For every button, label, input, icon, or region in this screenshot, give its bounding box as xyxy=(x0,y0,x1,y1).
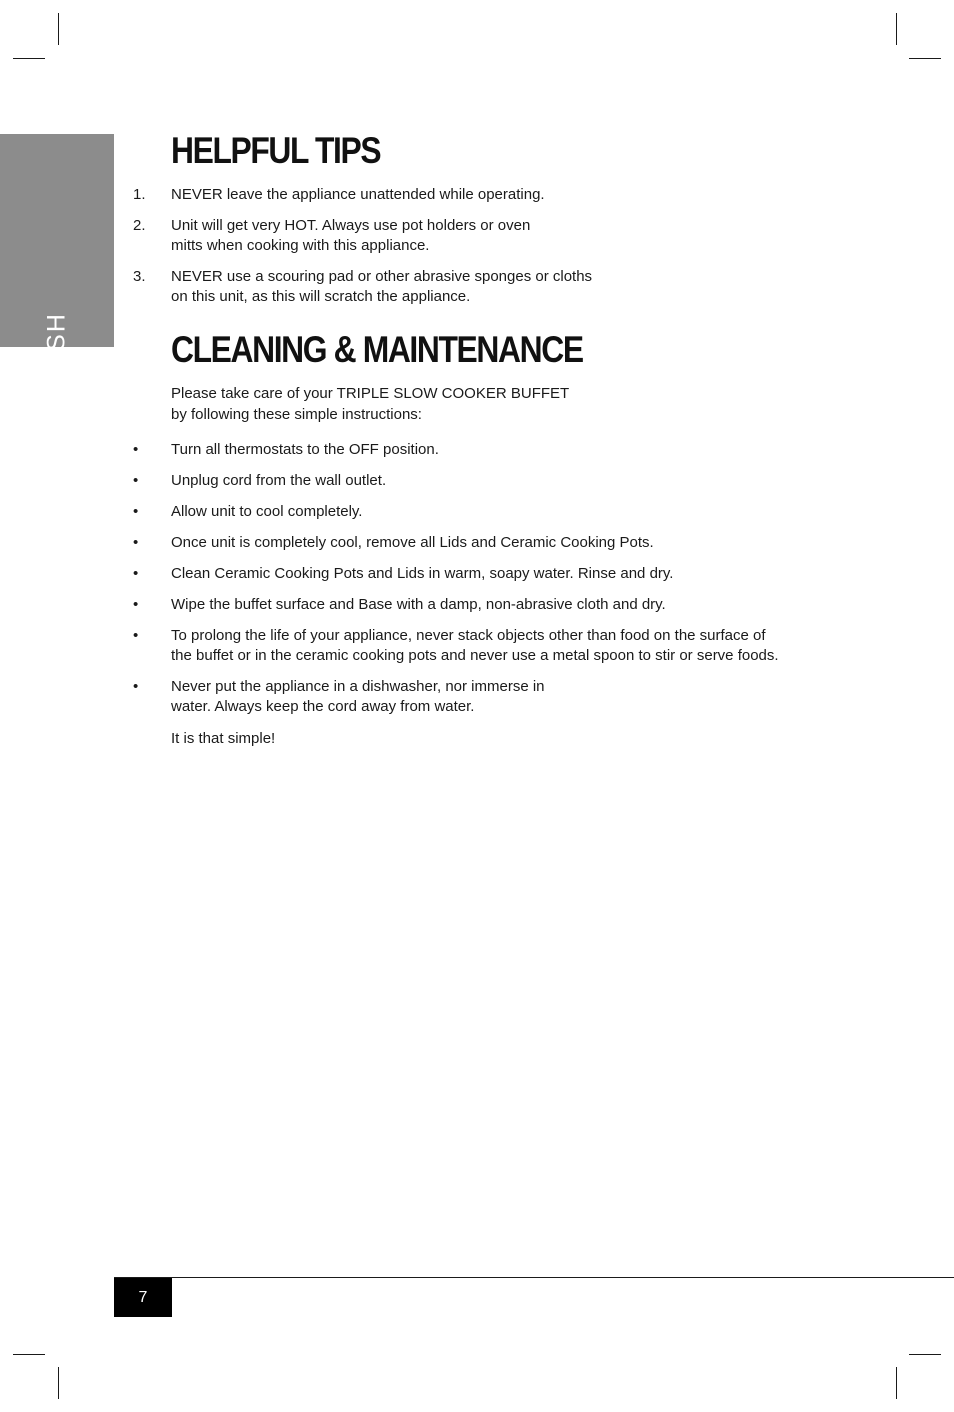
crop-mark xyxy=(909,58,941,59)
crop-mark xyxy=(909,1354,941,1355)
bullet-text-line: To prolong the life of your appliance, never stack objects other than food on the surface of xyxy=(171,627,766,644)
closing-text: It is that simple! xyxy=(171,730,276,747)
crop-mark xyxy=(13,58,45,59)
bullet-dot: • xyxy=(133,627,139,644)
crop-mark xyxy=(896,13,897,45)
tip-number: 3. xyxy=(133,268,146,285)
crop-mark xyxy=(896,1367,897,1399)
helpful-tips-heading: HELPFUL TIPS xyxy=(171,130,381,171)
crop-mark xyxy=(13,1354,45,1355)
intro-line: by following these simple instructions: xyxy=(171,406,422,423)
bullet-text-line: Unplug cord from the wall outlet. xyxy=(171,472,387,489)
bullet-dot: • xyxy=(133,441,139,458)
bullet-text-line: the buffet or in the ceramic cooking pots and never use a metal spoon to stir or serve foods. xyxy=(171,647,779,664)
tip-number: 2. xyxy=(133,217,146,234)
bullet-text-line: Turn all thermostats to the OFF position. xyxy=(171,441,439,458)
tip-text-line: NEVER use a scouring pad or other abrasive sponges or cloths xyxy=(171,268,593,285)
crop-mark xyxy=(58,13,59,45)
bullet-dot: • xyxy=(133,472,139,489)
page-number: 7 xyxy=(114,1278,172,1317)
tip-text-line: on this unit, as this will scratch the appliance. xyxy=(171,288,471,305)
bullet-text-line: Allow unit to cool completely. xyxy=(171,503,363,520)
bullet-dot: • xyxy=(133,678,139,695)
bullet-text-line: Wipe the buffet surface and Base with a damp, non-abrasive cloth and dry. xyxy=(171,596,666,613)
language-label: ENGLISH xyxy=(42,312,71,436)
tip-text-line: Unit will get very HOT. Always use pot holders or oven xyxy=(171,217,531,234)
bullet-text-line: Never put the appliance in a dishwasher, nor immerse in xyxy=(171,678,545,695)
bullet-dot: • xyxy=(133,534,139,551)
bullet-text-line: Once unit is completely cool, remove all Lids and Ceramic Cooking Pots. xyxy=(171,534,654,551)
bullet-dot: • xyxy=(133,503,139,520)
tip-number: 1. xyxy=(133,186,146,203)
footer-rule xyxy=(114,1277,954,1278)
tip-text-line: NEVER leave the appliance unattended while operating. xyxy=(171,186,545,203)
bullet-text-line: water. Always keep the cord away from water. xyxy=(171,698,475,715)
crop-mark xyxy=(58,1367,59,1399)
tip-text-line: mitts when cooking with this appliance. xyxy=(171,237,430,254)
bullet-dot: • xyxy=(133,565,139,582)
cleaning-heading: CLEANING & MAINTENANCE xyxy=(171,329,583,370)
bullet-text-line: Clean Ceramic Cooking Pots and Lids in warm, soapy water. Rinse and dry. xyxy=(171,565,674,582)
bullet-dot: • xyxy=(133,596,139,613)
language-tab xyxy=(0,134,114,436)
cleaning-intro xyxy=(171,383,569,425)
intro-line: Please take care of your TRIPLE SLOW COOKER BUFFET xyxy=(171,385,570,402)
